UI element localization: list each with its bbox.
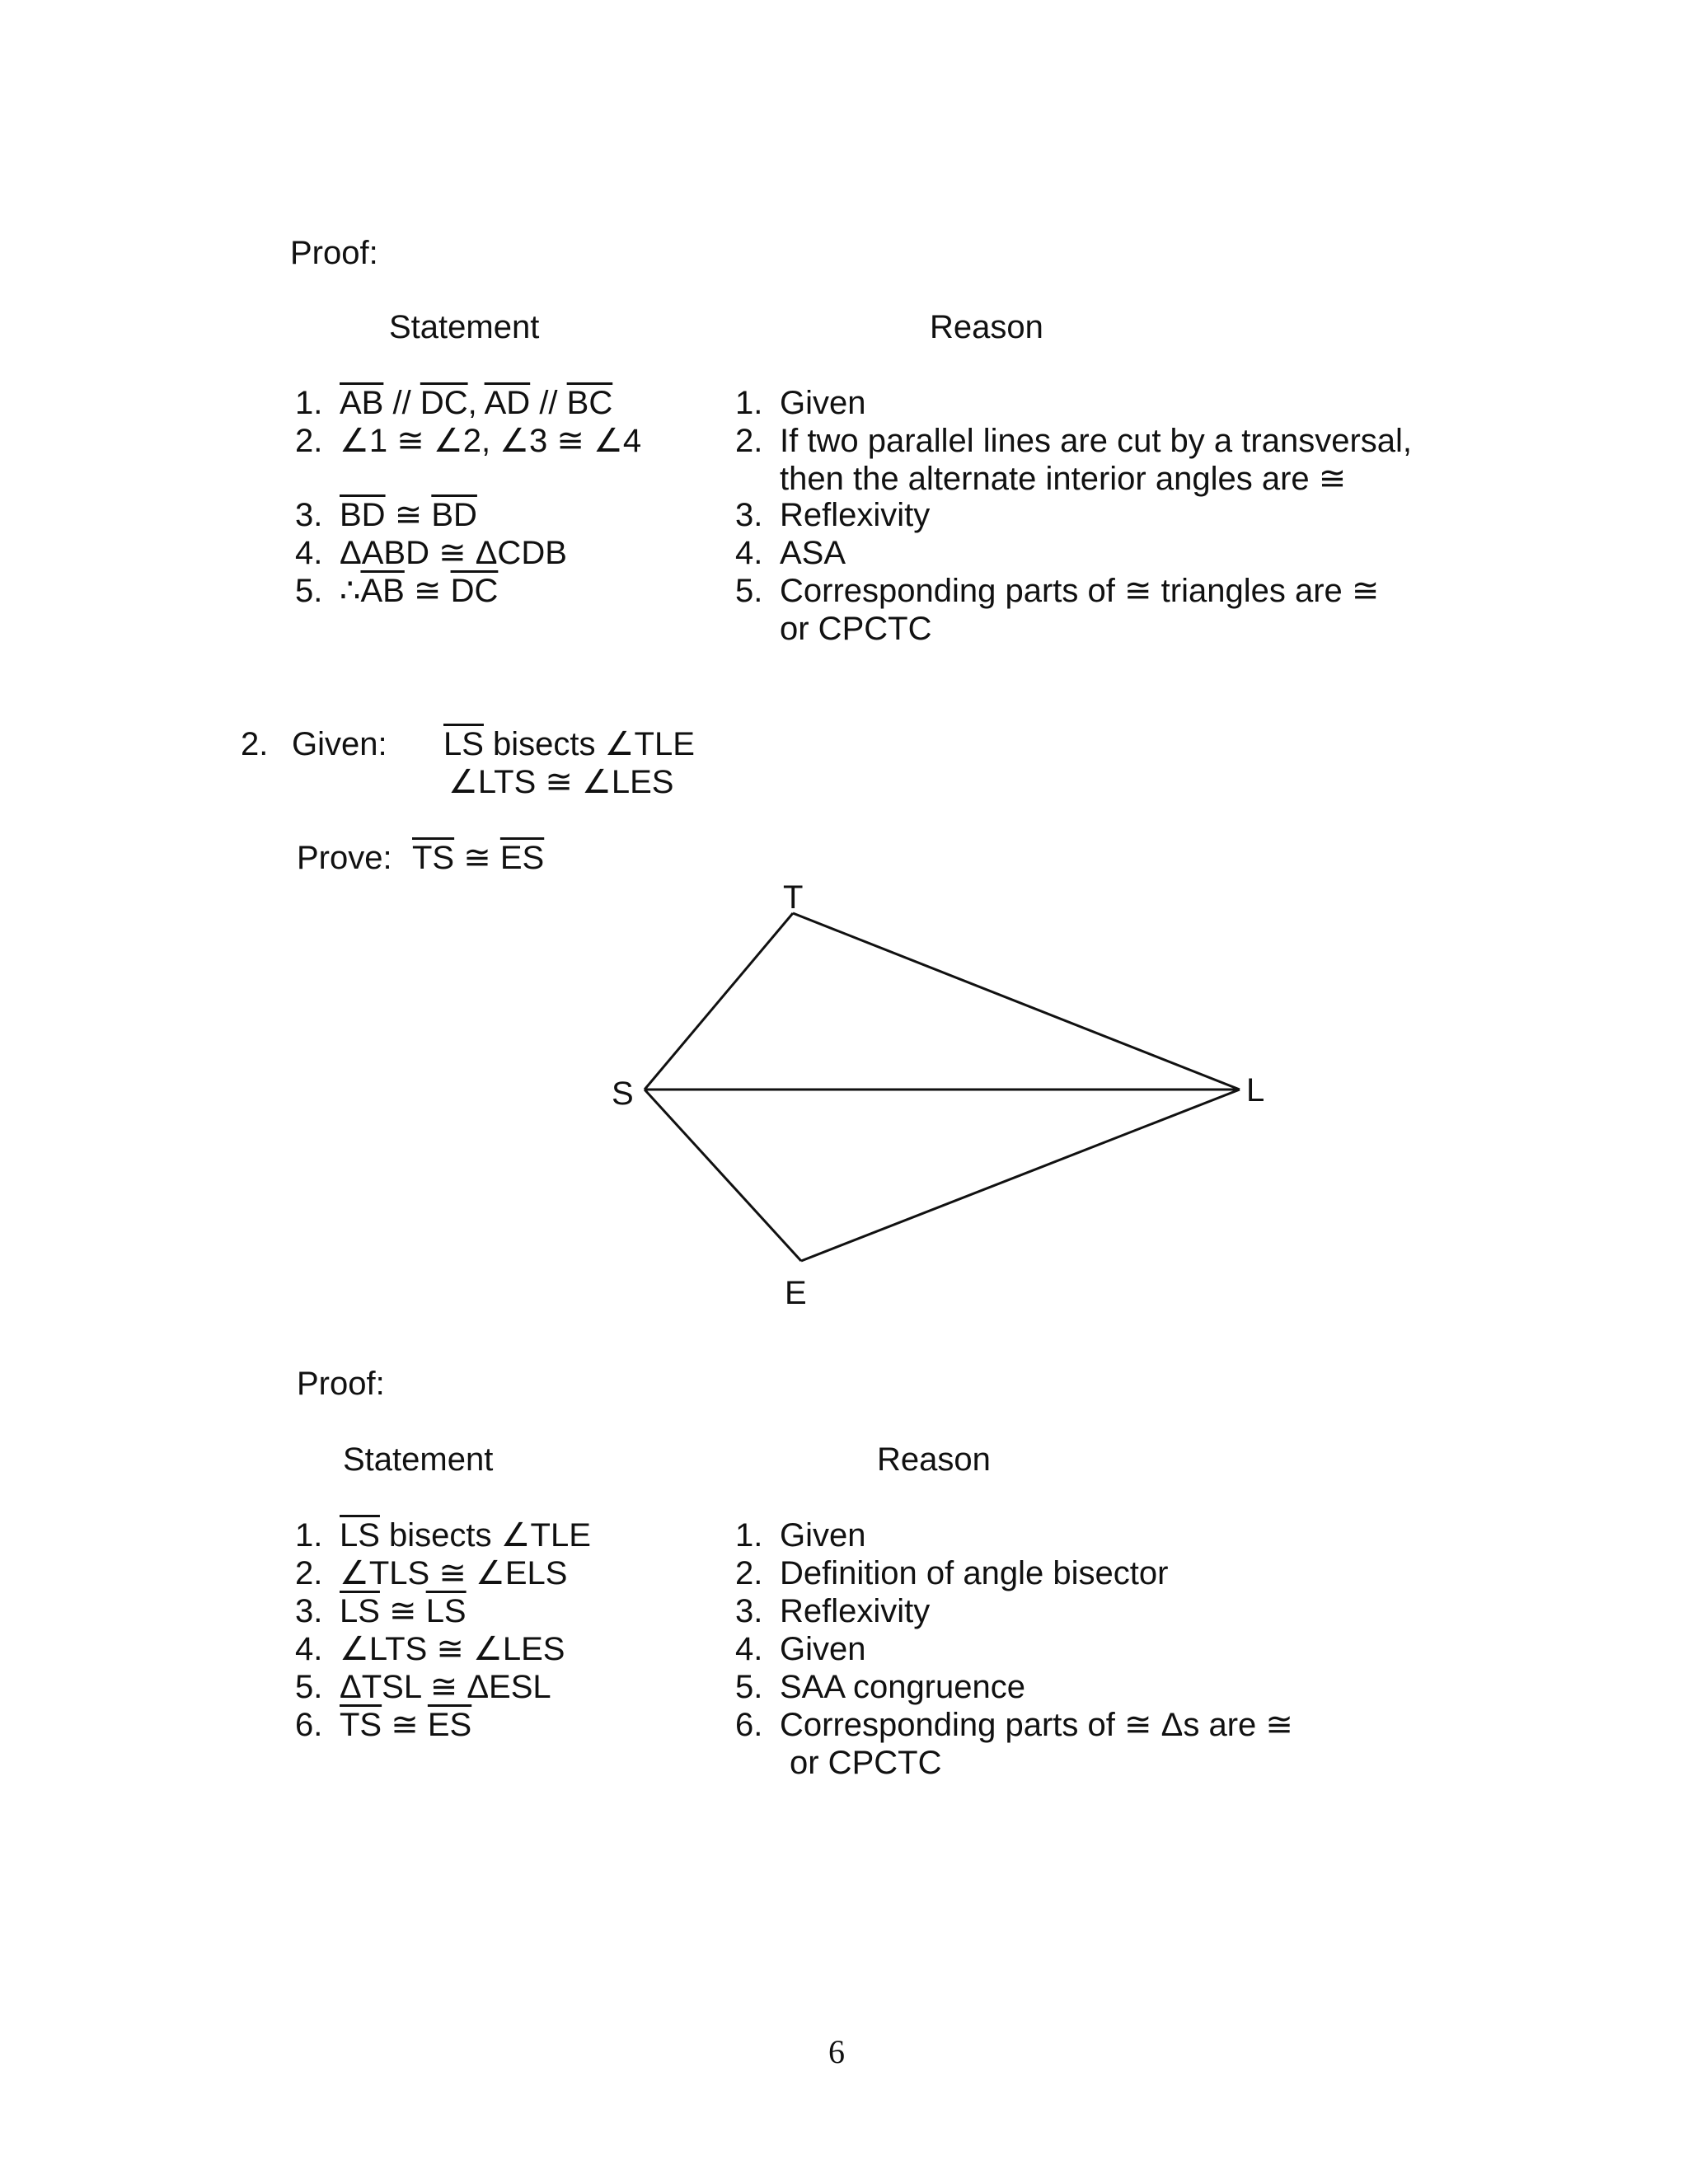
statement-text: $\overline{TS}$ ≅ $\overline{ES}$	[340, 1707, 472, 1743]
statement-text: $\overline{LS}$ bisects ∠TLE	[340, 1517, 591, 1554]
vertex-label-l: L	[1246, 1072, 1265, 1108]
kite-edges	[645, 913, 1240, 1261]
statement-text: $\overline{BD}$ ≅ $\overline{BD}$	[340, 497, 477, 533]
segment-bd: $\overline{BD}$	[340, 497, 386, 533]
statement-text: ∠TLS ≅ ∠ELS	[340, 1555, 568, 1591]
reason-number: 5.	[735, 573, 763, 609]
segment-ab: $\overline{AB}$	[340, 385, 384, 421]
statement-number: 2.	[295, 423, 323, 459]
reason-number: 4.	[735, 1631, 763, 1667]
given-label: Given:	[292, 726, 387, 762]
segment-ts: $\overline{TS}$	[412, 840, 455, 876]
segment-dc: $\overline{DC}$	[450, 573, 499, 609]
segment-dc: $\overline{DC}$	[420, 385, 468, 421]
segment-ts: $\overline{TS}$	[340, 1707, 382, 1743]
reason-text: Corresponding parts of ≅ Δs are ≅	[780, 1707, 1293, 1743]
reason-text: If two parallel lines are cut by a transversal,	[780, 423, 1413, 459]
reason-text: or CPCTC	[790, 1745, 942, 1781]
segment-ls: $\overline{LS}$	[340, 1517, 380, 1554]
prove-label: Prove:	[297, 840, 392, 876]
reason-text: Reflexivity	[780, 497, 931, 533]
proof2-heading: Proof:	[297, 1366, 385, 1402]
statement-number: 5.	[295, 1669, 323, 1705]
proof2-statement-header: Statement	[343, 1441, 494, 1478]
statement-number: 3.	[295, 1593, 323, 1629]
segment-ls: $\overline{LS}$	[340, 1593, 380, 1629]
reason-number: 6.	[735, 1707, 763, 1743]
reason-text: Given	[780, 1631, 866, 1667]
segment-es: $\overline{ES}$	[499, 840, 545, 876]
reason-text: Definition of angle bisector	[780, 1555, 1169, 1591]
edge-ts	[645, 913, 793, 1090]
statement-text: ΔABD ≅ ΔCDB	[340, 535, 567, 571]
statement-text: $\overline{LS}$ ≅ $\overline{LS}$	[340, 1593, 467, 1629]
vertex-label-s: S	[612, 1076, 634, 1112]
given-line-2: ∠LTS ≅ ∠LES	[448, 764, 674, 800]
reason-text: SAA congruence	[780, 1669, 1025, 1705]
proof2-reason-header: Reason	[877, 1441, 991, 1478]
statement-number: 4.	[295, 535, 323, 571]
segment-bd: $\overline{BD}$	[431, 497, 477, 533]
problem-number: 2.	[241, 726, 269, 762]
edge-el	[801, 1090, 1240, 1261]
statement-number: 3.	[295, 497, 323, 533]
reason-number: 4.	[735, 535, 763, 571]
statement-number: 5.	[295, 573, 323, 609]
statement-text: $\therefore\overline{AB}$ ≅ $\overline{DC}$	[340, 573, 499, 609]
statement-number: 2.	[295, 1555, 323, 1591]
vertex-label-t: T	[783, 879, 804, 916]
edge-se	[645, 1090, 801, 1261]
reason-text: Given	[780, 1517, 866, 1554]
proof1-heading: Proof:	[290, 235, 378, 271]
congruent-symbol: ≅	[454, 840, 500, 876]
statement-number: 6.	[295, 1707, 323, 1743]
segment-es: $\overline{ES}$	[427, 1707, 472, 1743]
segment-ad: $\overline{AD}$	[484, 385, 531, 421]
reason-text: Reflexivity	[780, 1593, 931, 1629]
statement-text: ∠LTS ≅ ∠LES	[340, 1631, 565, 1667]
reason-number: 1.	[735, 385, 763, 421]
segment-ls: $\overline{LS}$	[425, 1593, 467, 1629]
page-number: 6	[828, 2033, 845, 2070]
reason-number: 5.	[735, 1669, 763, 1705]
statement-number: 1.	[295, 1517, 323, 1554]
reason-number: 2.	[735, 423, 763, 459]
vertex-label-e: E	[785, 1275, 807, 1311]
statement-number: 4.	[295, 1631, 323, 1667]
statement-text: ∠1 ≅ ∠2, ∠3 ≅ ∠4	[340, 423, 642, 459]
reason-text: or CPCTC	[780, 611, 932, 647]
statement-number: 1.	[295, 385, 323, 421]
proof1-statement-header: Statement	[389, 309, 540, 345]
reason-text: Given	[780, 385, 866, 421]
reason-text: ASA	[780, 535, 846, 571]
statement-text: $\overline{AB} // \overline{DC}$, $\overline{AD} // \overline{BC}$	[340, 385, 613, 421]
reason-text: then the alternate interior angles are ≅	[780, 461, 1347, 497]
reason-number: 1.	[735, 1517, 763, 1554]
statement-text: ΔTSL ≅ ΔESL	[340, 1669, 551, 1705]
segment-ls: $\overline{LS}$	[443, 726, 484, 762]
segment-ab: $\overline{AB}$	[360, 573, 405, 609]
reason-number: 3.	[735, 497, 763, 533]
segment-bc: $\overline{BC}$	[566, 385, 613, 421]
edge-tl	[793, 913, 1240, 1090]
reason-number: 3.	[735, 1593, 763, 1629]
reason-number: 2.	[735, 1555, 763, 1591]
given-text: bisects ∠TLE	[483, 726, 695, 762]
proof1-reason-header: Reason	[930, 309, 1043, 345]
reason-text: Corresponding parts of ≅ triangles are ≅	[780, 573, 1380, 609]
